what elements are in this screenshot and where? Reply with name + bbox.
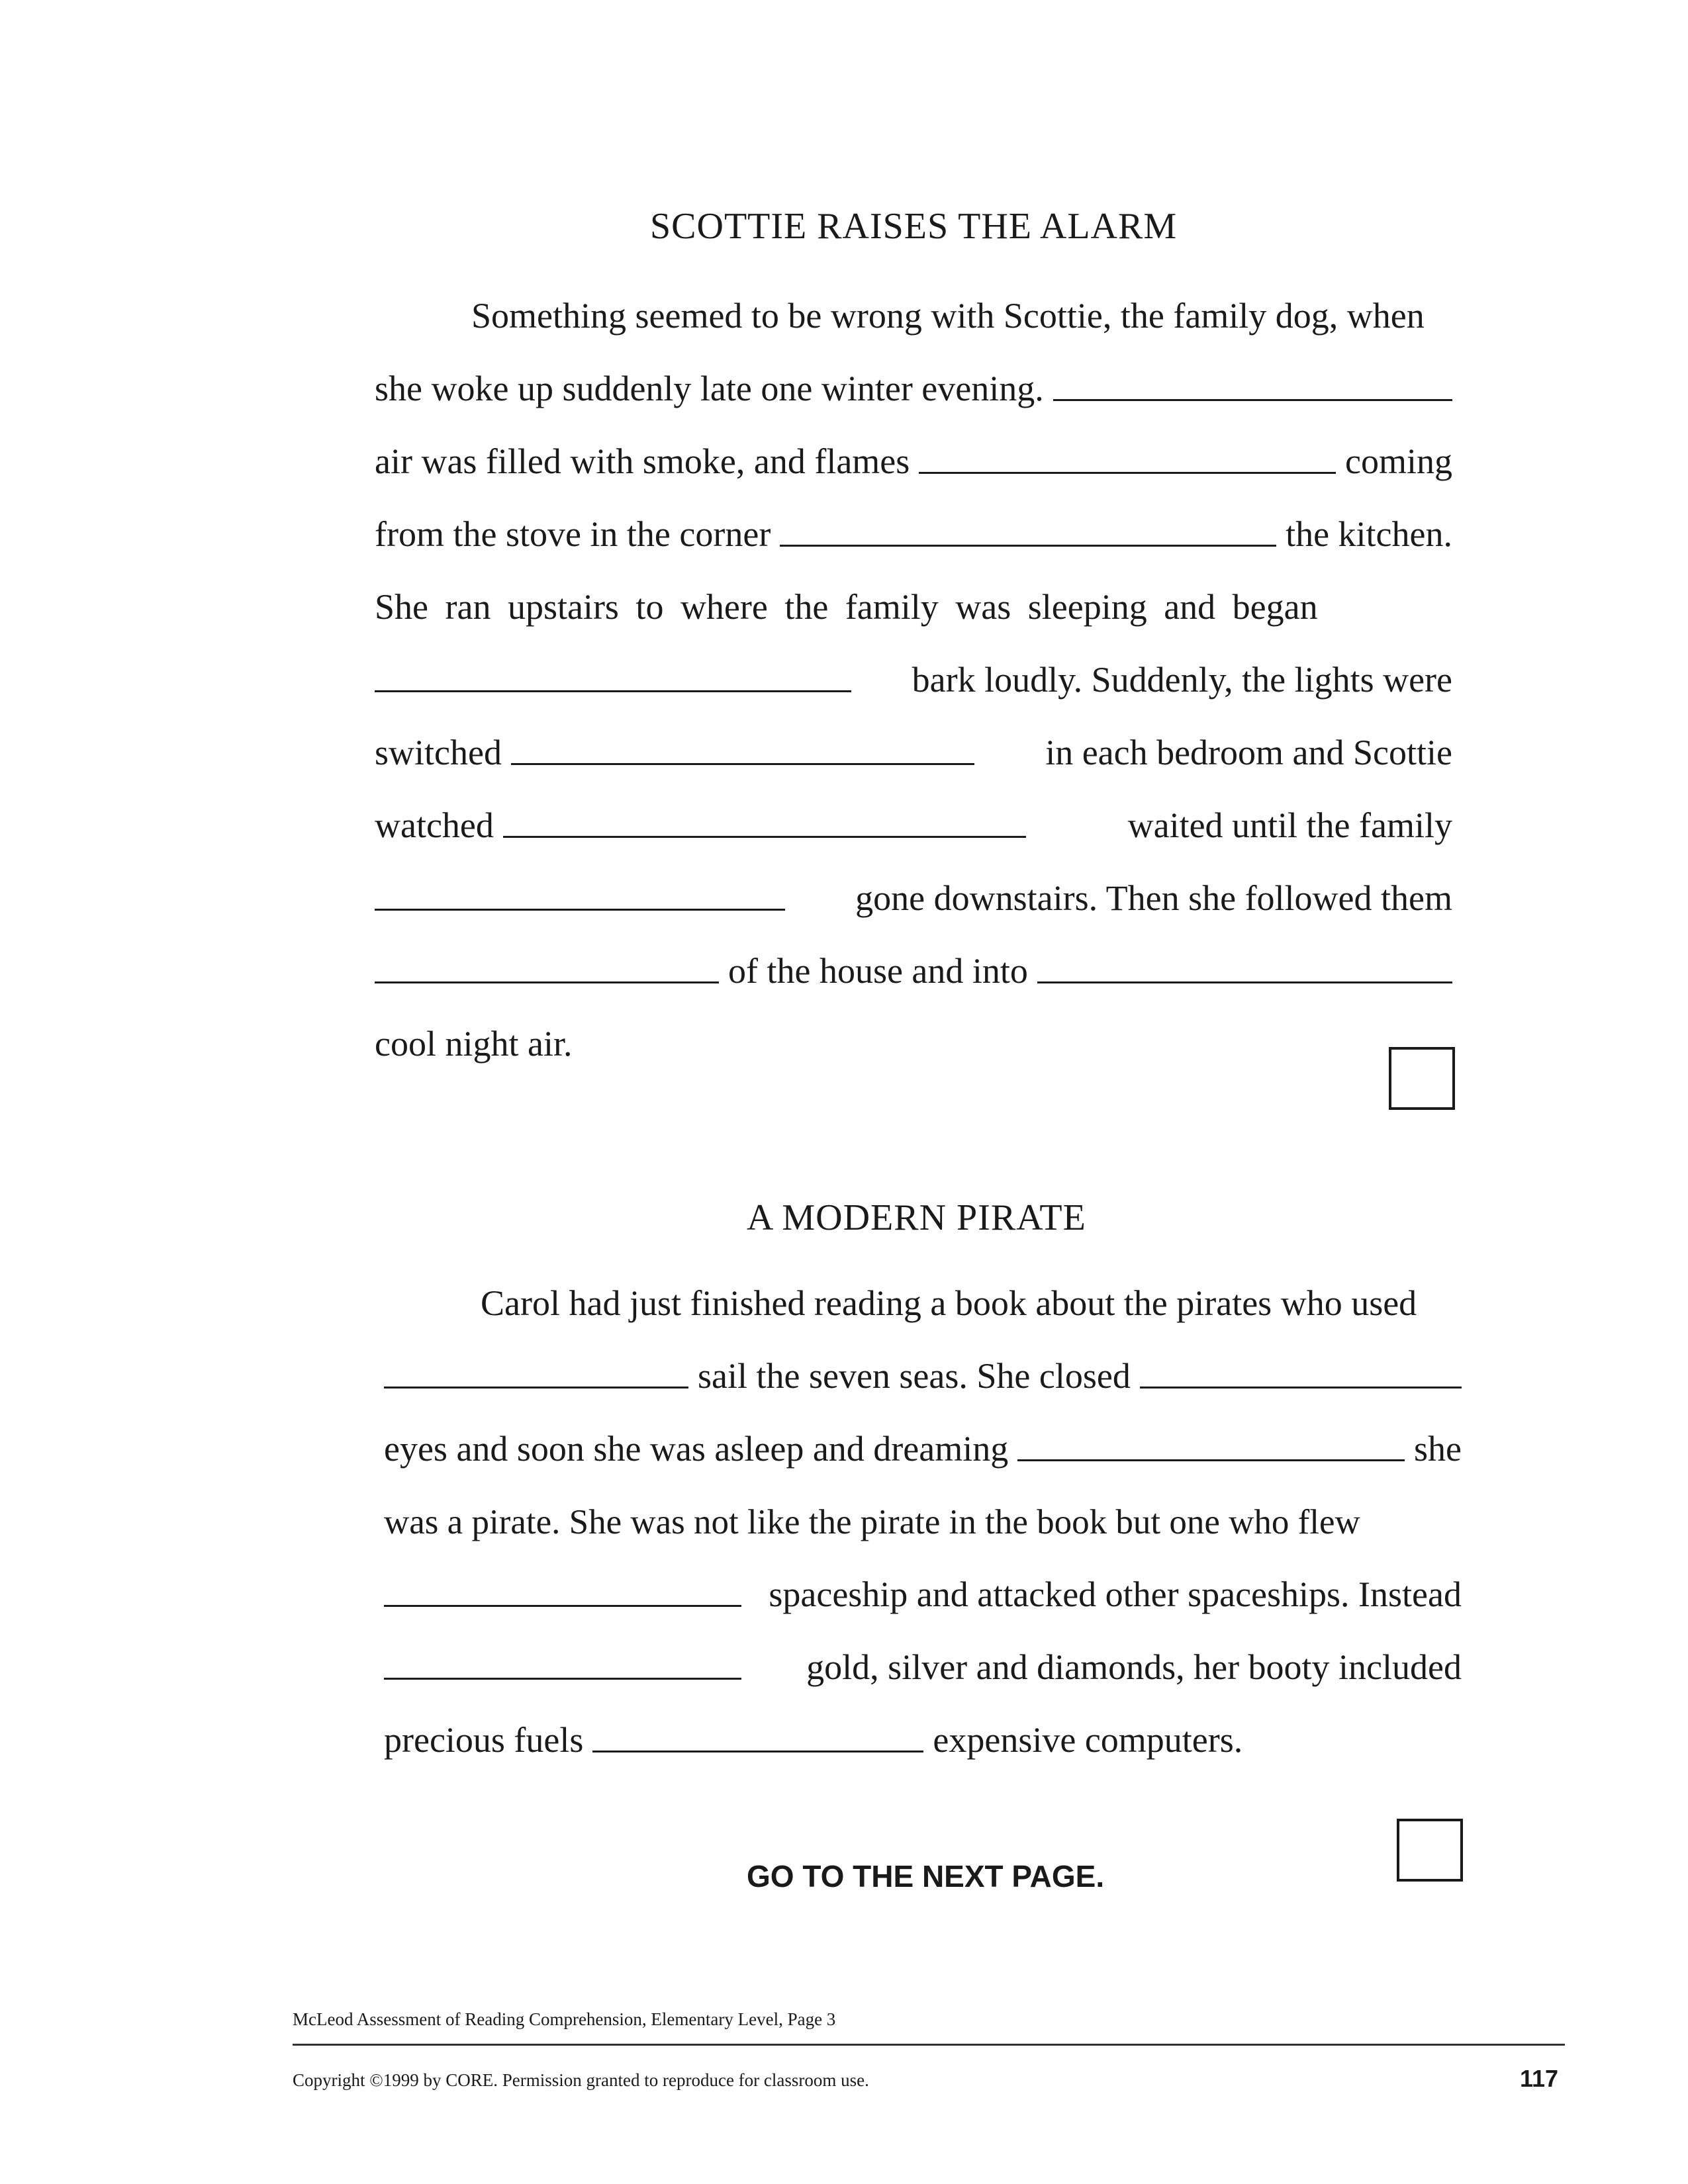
line-text: watched bbox=[375, 805, 494, 845]
answer-blank[interactable] bbox=[384, 1678, 741, 1680]
line-text: coming bbox=[1345, 441, 1452, 481]
passage-line bbox=[375, 409, 1452, 482]
line-text: spaceship and attacked other spaceships. Instead bbox=[769, 1574, 1462, 1614]
line-text: air was filled with smoke, and flames bbox=[375, 441, 910, 481]
story-title: SCOTTIE RAISES THE ALARM bbox=[650, 206, 1178, 247]
passage-line bbox=[375, 773, 1452, 846]
answer-blank[interactable] bbox=[384, 1387, 688, 1388]
answer-blank[interactable] bbox=[1053, 399, 1452, 401]
line-text: precious fuels bbox=[384, 1720, 584, 1760]
answer-blank[interactable] bbox=[1037, 981, 1452, 983]
story-title: A MODERN PIRATE bbox=[747, 1197, 1086, 1238]
passage-line bbox=[375, 700, 1452, 773]
line-text: gone downstairs. Then she followed them bbox=[855, 878, 1452, 918]
line-text: cool night air. bbox=[375, 1024, 573, 1064]
passage-line bbox=[375, 555, 1452, 627]
passage-line bbox=[384, 1542, 1462, 1615]
answer-blank[interactable] bbox=[919, 472, 1336, 474]
line-text: waited until the family bbox=[1127, 805, 1452, 845]
line-text: was a pirate. She was not like the pirate in the book but one who flew bbox=[384, 1503, 1360, 1541]
passage-line bbox=[375, 991, 1452, 1064]
line-text: Carol had just finished reading a book about the pirates who used bbox=[481, 1283, 1417, 1323]
line-text: from the stove in the corner bbox=[375, 514, 771, 554]
passage-line bbox=[384, 1251, 1462, 1324]
line-text: eyes and soon she was asleep and dreaming bbox=[384, 1429, 1009, 1469]
answer-blank[interactable] bbox=[511, 763, 974, 765]
passage-line bbox=[384, 1615, 1462, 1688]
copyright-notice: Copyright ©1999 by CORE. Permission granted to reproduce for classroom use. bbox=[293, 2070, 869, 2090]
answer-blank[interactable] bbox=[503, 836, 1026, 838]
answer-blank[interactable] bbox=[384, 1605, 741, 1607]
answer-blank[interactable] bbox=[375, 690, 851, 692]
page-number: 117 bbox=[1520, 2065, 1559, 2092]
line-text: sail the seven seas. She closed bbox=[698, 1356, 1131, 1396]
passage-line bbox=[375, 627, 1452, 700]
score-box[interactable] bbox=[1397, 1819, 1463, 1882]
passage-line bbox=[384, 1324, 1462, 1396]
line-text: the kitchen. bbox=[1286, 514, 1452, 554]
passage-line bbox=[375, 846, 1452, 919]
passage-line bbox=[375, 482, 1452, 555]
next-page-instruction: GO TO THE NEXT PAGE. bbox=[747, 1859, 1105, 1893]
line-text: gold, silver and diamonds, her booty included bbox=[806, 1647, 1462, 1687]
line-text: of the house and into bbox=[728, 951, 1028, 991]
assessment-footer: McLeod Assessment of Reading Comprehension, Elementary Level, Page 3 bbox=[293, 2009, 836, 2029]
score-box[interactable] bbox=[1389, 1047, 1455, 1110]
line-text: in each bedroom and Scottie bbox=[1045, 733, 1452, 772]
passage-line bbox=[375, 263, 1452, 336]
passage-line bbox=[384, 1688, 1462, 1760]
passage-line bbox=[384, 1396, 1462, 1469]
line-text: bark loudly. Suddenly, the lights were bbox=[912, 660, 1452, 700]
line-text: she bbox=[1414, 1429, 1462, 1469]
answer-blank[interactable] bbox=[375, 909, 785, 911]
line-text: She ran upstairs to where the family was sleeping and began bbox=[375, 587, 1318, 627]
answer-blank[interactable] bbox=[375, 981, 719, 983]
answer-blank[interactable] bbox=[592, 1751, 923, 1752]
passage-line bbox=[375, 336, 1452, 409]
line-text: she woke up suddenly late one winter evening. bbox=[375, 369, 1044, 408]
passage-line bbox=[375, 919, 1452, 991]
footer-divider bbox=[293, 2044, 1565, 2046]
answer-blank[interactable] bbox=[780, 545, 1276, 547]
answer-blank[interactable] bbox=[1140, 1387, 1462, 1388]
passage-line bbox=[384, 1469, 1462, 1542]
answer-blank[interactable] bbox=[1017, 1459, 1405, 1461]
line-text: expensive computers. bbox=[933, 1720, 1243, 1760]
line-text: Something seemed to be wrong with Scottie, the family dog, when bbox=[471, 296, 1425, 336]
line-text: switched bbox=[375, 733, 502, 772]
